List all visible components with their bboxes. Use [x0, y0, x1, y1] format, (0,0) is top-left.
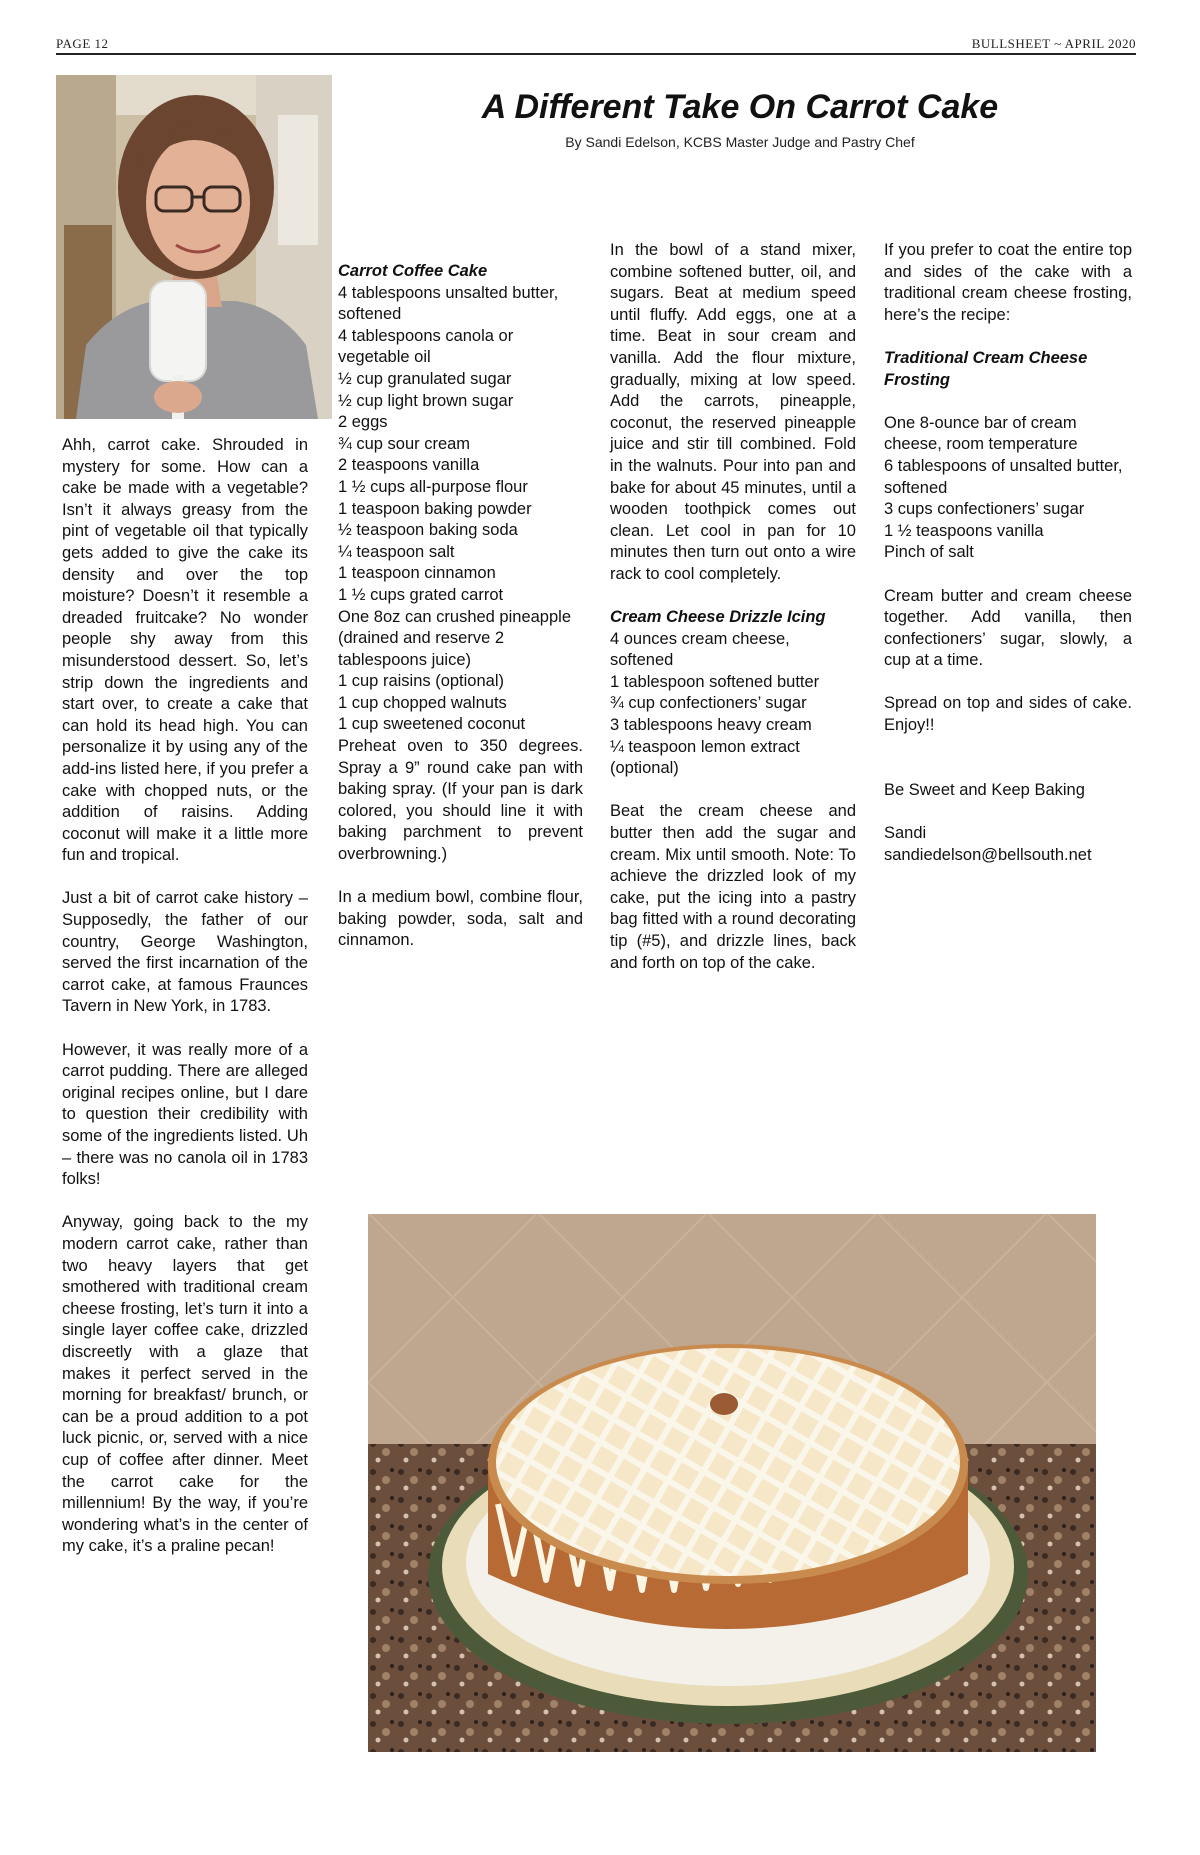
ingredient-item: ¾ cup confectioners’ sugar: [610, 694, 807, 713]
ingredient-item: 6 tablespoons of unsalted butter, softened: [884, 456, 1123, 497]
ingredient-item: ½ cup light brown sugar: [338, 391, 514, 410]
coffee-cake-heading: Carrot Coffee Cake: [338, 262, 488, 280]
ingredient-item: 1 teaspoon cinnamon: [338, 564, 496, 583]
intro-paragraph: Ahh, carrot cake. Shrouded in mystery for some. How can a cake be made with a vegetable? Isn’t it always greasy from the pint of vegetable oil that typically gets added to give the cake its density and over the top moisture? Doesn’t it resemble a dreaded fruitcake? No wonder people shy away from this misunderstood dessert. So, let’s strip down the ingredients and start over, to create a cake that can hold its head high. You can personalize it by using any of the add-ins listed here, if you prefer a cake with chopped nuts, or the addition of raisins. Adding coconut will make it a little more fun and tropical.: [62, 436, 308, 865]
recipe-step: Spread on top and sides of cake. Enjoy!!: [884, 694, 1132, 735]
intro-paragraph: Anyway, going back to the my modern carrot cake, rather than two heavy layers that get smothered with traditional cream cheese frosting, let’s turn it into a single layer coffee cake, drizzled discreetly with a glaze that makes it perfect served in the morning for breakfast/ brunch, or can be a proud addition to a pot luck picnic, or, served with a nice cup of coffee after dinner. Meet the carrot cake for the millennium! By the way, if you’re wondering what’s in the center of my cake, it’s a praline pecan!: [62, 1213, 308, 1556]
ingredient-item: ½ cup granulated sugar: [338, 369, 512, 388]
spacer: [884, 391, 1132, 413]
ingredient-item: 1 ½ teaspoons vanilla: [884, 521, 1044, 540]
ingredient-item: One 8oz can crushed pineapple (drained and reserve 2 tablespoons juice): [338, 607, 571, 669]
spacer: [884, 801, 1132, 823]
recipe-step: Preheat oven to 350 degrees. Spray a 9” round cake pan with baking spray. (If your pan is dark colored, you should line it with baking parchment to prevent overbrowning.): [338, 737, 583, 864]
intro-column: [62, 435, 308, 1579]
ingredient-item: 4 tablespoons unsalted butter, softened: [338, 283, 559, 324]
intro-paragraph: However, it was really more of a carrot pudding. There are alleged original recipes online, but I dare to question their credibility with some of the ingredients listed. Uh – there was no canola oil in 1783 folks!: [62, 1040, 308, 1189]
article-byline: By Sandi Edelson, KCBS Master Judge and Pastry Chef: [565, 134, 915, 150]
spacer: [610, 780, 856, 802]
ingredient-item: 2 teaspoons vanilla: [338, 456, 480, 475]
carrot-cake-photo-graphic: [368, 1214, 1096, 1752]
ingredient-item: 1 teaspoon baking powder: [338, 499, 532, 518]
ingredient-item: 1 ½ cups all-purpose flour: [338, 477, 528, 496]
ingredient-item: Pinch of salt: [884, 543, 974, 562]
frosting-heading: Traditional Cream Cheese Frosting: [884, 348, 1088, 389]
ingredient-item: 1 tablespoon softened butter: [610, 672, 820, 691]
article-title: A Different Take On Carrot Cake: [481, 88, 999, 126]
spacer: [884, 758, 1132, 780]
header-rule: [56, 53, 1136, 55]
coffee-cake-column: [338, 261, 583, 974]
author-photo: [56, 75, 332, 419]
ingredient-item: 1 ½ cups grated carrot: [338, 585, 504, 604]
frosting-column: [884, 240, 1132, 866]
spacer: [884, 564, 1132, 586]
method-column: [610, 240, 856, 996]
author-email: sandiedelson@bellsouth.net: [884, 845, 1092, 864]
portrait-photo-graphic: [56, 75, 332, 419]
ingredient-item: 1 cup sweetened coconut: [338, 715, 526, 734]
frosting-intro: If you prefer to coat the entire top and sides of the cake with a traditional cream cheese frosting, here’s the recipe:: [884, 241, 1132, 324]
author-signature: Sandi: [884, 824, 927, 843]
ingredient-item: ¾ cup sour cream: [338, 434, 471, 453]
cake-photo: [368, 1214, 1096, 1752]
publication-issue: BULLSHEET ~ APRIL 2020: [971, 36, 1136, 51]
closing-line: Be Sweet and Keep Baking: [884, 780, 1085, 799]
recipe-step: In a medium bowl, combine flour, baking powder, soda, salt and cinnamon.: [338, 888, 583, 950]
ingredient-item: 3 tablespoons heavy cream: [610, 716, 812, 735]
ingredient-item: 1 cup chopped walnuts: [338, 693, 507, 712]
recipe-step: In the bowl of a stand mixer, combine softened butter, oil, and sugars. Beat at medium speed until fluffy. Add eggs, one at a time. Beat in sour cream and vanilla. Add the flour mixture, gradually, mixing at low speed. Add the carrots, pineapple, coconut, the reserved pineapple juice and stir till combined. Fold in the walnuts. Pour into pan and bake for about 45 minutes, until a wooden toothpick comes out clean. Let cool in pan for 10 minutes then turn out onto a wire rack to cool completely.: [610, 241, 856, 583]
ingredient-item: ½ teaspoon baking soda: [338, 521, 518, 540]
ingredient-item: 1 cup raisins (optional): [338, 672, 504, 691]
ingredient-item: One 8-ounce bar of cream cheese, room temperature: [884, 413, 1078, 454]
intro-paragraph: Just a bit of carrot cake history – Supposedly, the father of our country, George Washington, served the first incarnation of the carrot cake, at famous Fraunces Tavern in New York, in 1783.: [62, 889, 308, 1016]
ingredient-item: 4 tablespoons canola or vegetable oil: [338, 326, 514, 367]
ingredient-item: 4 ounces cream cheese, softened: [610, 629, 790, 670]
drizzle-heading: Cream Cheese Drizzle Icing: [610, 608, 826, 627]
ingredient-item: 3 cups confectioners’ sugar: [884, 500, 1085, 519]
ingredient-item: ¼ teaspoon lemon extract (optional): [610, 737, 800, 778]
ingredient-item: ¼ teaspoon salt: [338, 542, 455, 561]
recipe-step: Cream butter and cream cheese together. Add vanilla, then confectioners’ sugar, slowly, a cup at a time.: [884, 586, 1132, 670]
page-number: PAGE 12: [56, 36, 109, 51]
recipe-step: Beat the cream cheese and butter then add the sugar and cream. Mix until smooth. Note: To achieve the drizzled look of my cake, put the icing into a pastry bag fitted with a round decorating tip (#5), and drizzle lines, back and forth on top of the cake.: [610, 802, 856, 972]
ingredient-item: 2 eggs: [338, 413, 388, 432]
